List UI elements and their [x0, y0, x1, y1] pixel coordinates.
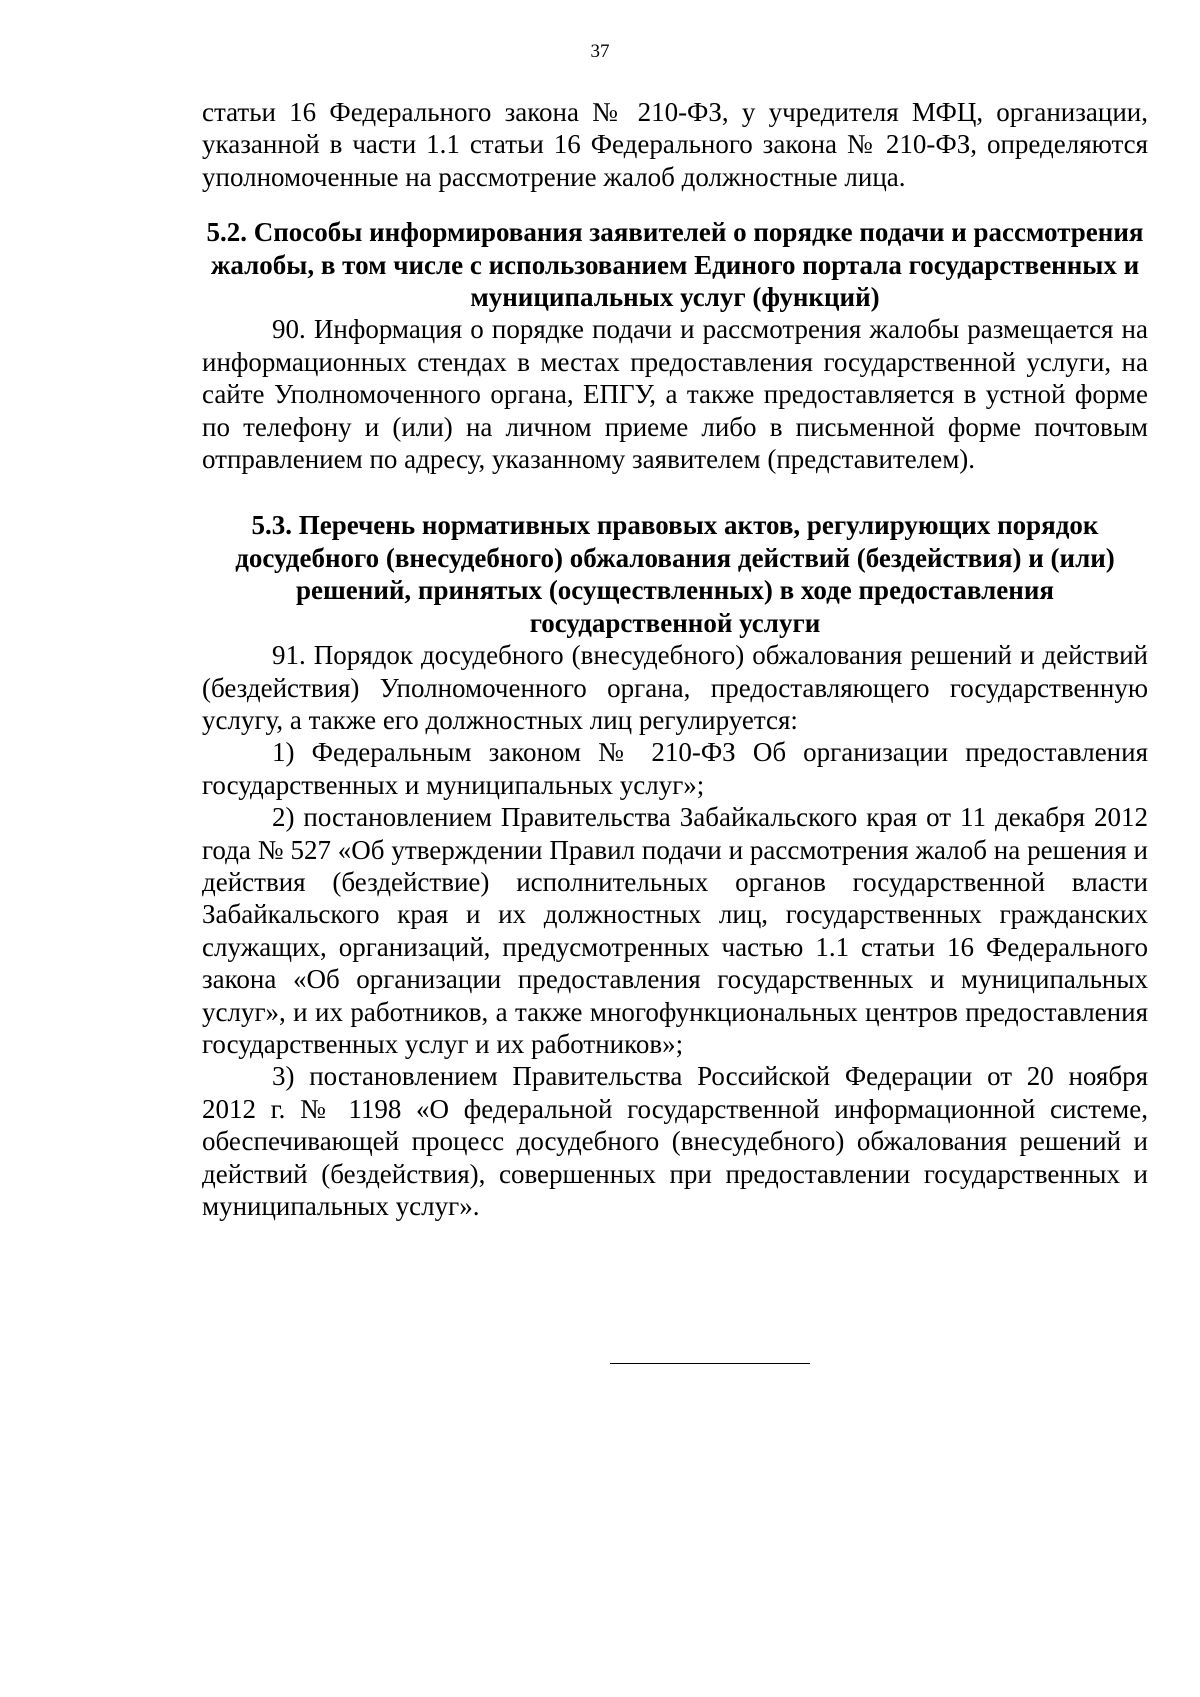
list-item-2: 2) постановлением Правительства Забайкальского края от 11 декабря 2012 года № 527 «Об утверждении Правил подачи и рассмотрения жалоб на решения и действия (бездействие) исполнительных органов государственной власти Забайкальского края и их должностных лиц, государственных гражданских служащих, организаций, предусмотренных частью 1.1 статьи 16 Федерального закона «Об организации предоставления государственных и муниципальных услуг», и их работников, а также многофункциональных центров предоставления государственных услуг и их работников»;: [202, 802, 1148, 1059]
section-5-3-heading: 5.3. Перечень нормативных правовых актов, регулирующих порядок досудебного (внесудебного) обжалования действий (бездействия) и (или) решений, принятых (осуществленных) в ходе предоставления государственной услуги: [235, 510, 1115, 638]
end-of-section-rule: [610, 1363, 810, 1364]
page-number: 37: [590, 41, 610, 62]
section-5-2-heading: 5.2. Способы информирования заявителей о порядке подачи и рассмотрения жалобы, в том числе с использованием Единого портала государственных и муниципальных услуг (функций): [206, 217, 1144, 313]
paragraph-90: 90. Информация о порядке подачи и рассмотрения жалобы размещается на информационных стендах в местах предоставления государственной услуги, на сайте Уполномоченного органа, ЕПГУ, а также предоставляется в устной форме по телефону и (или) на личном приеме либо в письменной форме почтовым отправлением по адресу, указанному заявителем (представителем).: [202, 314, 1148, 475]
list-item-1: 1) Федеральным законом № 210-ФЗ Об организации предоставления государственных и муниципальных услуг»;: [202, 737, 1148, 800]
document-body: [202, 96, 1148, 1222]
list-item-3: 3) постановлением Правительства Российской Федерации от 20 ноября 2012 г. № 1198 «О федеральной государственной информационной системе, обеспечивающей процесс досудебного (внесудебного) обжалования решений и действий (бездействия), совершенных при предоставлении государственных и муниципальных услуг».: [202, 1061, 1148, 1221]
paragraph-91: 91. Порядок досудебного (внесудебного) обжалования решений и действий (бездействия) Уполномоченного органа, предоставляющего государственную услугу, а также его должностных лиц регулируется:: [202, 640, 1148, 735]
intro-paragraph: статьи 16 Федерального закона № 210-ФЗ, у учредителя МФЦ, организации, указанной в части 1.1 статьи 16 Федерального закона № 210-ФЗ, определяются уполномоченные на рассмотрение жалоб должностные лица.: [202, 97, 1148, 192]
